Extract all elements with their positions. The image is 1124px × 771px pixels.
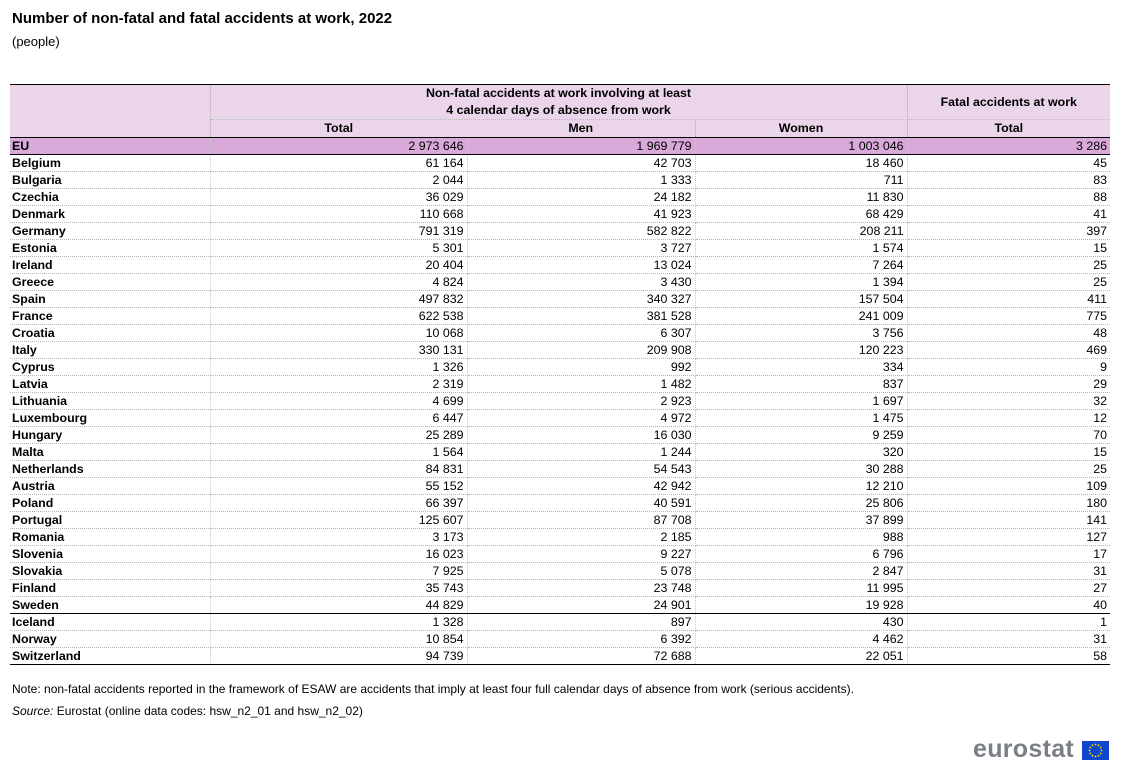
flag-star (1089, 747, 1091, 749)
nonfatal-group-line2: 4 calendar days of absence from work (446, 103, 671, 117)
cell-total: 10 068 (210, 325, 467, 342)
cell-men: 1 482 (467, 376, 695, 393)
cell-total: 110 668 (210, 206, 467, 223)
cell-total: 66 397 (210, 495, 467, 512)
source-line (12, 704, 363, 718)
cell-total: 94 739 (210, 648, 467, 665)
cell-fatal: 12 (907, 410, 1110, 427)
row-label: Germany (10, 223, 210, 240)
table-row (10, 206, 1110, 223)
accidents-table (10, 84, 1110, 665)
corner-cell (10, 85, 210, 120)
cell-total: 55 152 (210, 478, 467, 495)
col-header-total: Total (210, 120, 467, 138)
row-label: Switzerland (10, 648, 210, 665)
cell-total: 25 289 (210, 427, 467, 444)
cell-fatal: 83 (907, 172, 1110, 189)
cell-total: 4 699 (210, 393, 467, 410)
row-label: Slovenia (10, 546, 210, 563)
col-header-men: Men (467, 120, 695, 138)
cell-women: 334 (695, 359, 907, 376)
cell-men: 1 244 (467, 444, 695, 461)
cell-women: 3 756 (695, 325, 907, 342)
flag-star (1095, 744, 1097, 746)
cell-fatal: 397 (907, 223, 1110, 240)
cell-women: 837 (695, 376, 907, 393)
row-label: Estonia (10, 240, 210, 257)
cell-total: 5 301 (210, 240, 467, 257)
cell-total: 61 164 (210, 155, 467, 172)
cell-women: 6 796 (695, 546, 907, 563)
table-row (10, 155, 1110, 172)
table-row (10, 529, 1110, 546)
row-label: Iceland (10, 614, 210, 631)
cell-total: 7 925 (210, 563, 467, 580)
cell-women: 430 (695, 614, 907, 631)
row-label: Austria (10, 478, 210, 495)
table-row (10, 376, 1110, 393)
cell-men: 2 923 (467, 393, 695, 410)
cell-men: 54 543 (467, 461, 695, 478)
cell-fatal: 15 (907, 444, 1110, 461)
nonfatal-group-header (210, 85, 907, 120)
table-row (10, 444, 1110, 461)
table-row (10, 189, 1110, 206)
table-row (10, 325, 1110, 342)
col-header-women: Women (695, 120, 907, 138)
cell-women: 1 574 (695, 240, 907, 257)
cell-men: 2 185 (467, 529, 695, 546)
table-row (10, 342, 1110, 359)
cell-total: 10 854 (210, 631, 467, 648)
table-group-header-row (10, 85, 1110, 120)
cell-total: 35 743 (210, 580, 467, 597)
corner-cell-lower (10, 120, 210, 138)
cell-fatal: 411 (907, 291, 1110, 308)
row-label: Spain (10, 291, 210, 308)
flag-star (1100, 753, 1102, 755)
cell-fatal: 88 (907, 189, 1110, 206)
cell-total: 44 829 (210, 597, 467, 614)
cell-men: 381 528 (467, 308, 695, 325)
cell-total: 2 973 646 (210, 138, 467, 155)
row-label: Latvia (10, 376, 210, 393)
flag-star (1101, 750, 1103, 752)
row-label: Denmark (10, 206, 210, 223)
table-row (10, 495, 1110, 512)
cell-fatal: 775 (907, 308, 1110, 325)
cell-total: 791 319 (210, 223, 467, 240)
cell-women: 157 504 (695, 291, 907, 308)
cell-total: 4 824 (210, 274, 467, 291)
cell-total: 2 319 (210, 376, 467, 393)
table-row (10, 257, 1110, 274)
cell-men: 3 727 (467, 240, 695, 257)
row-label: Croatia (10, 325, 210, 342)
table-row (10, 563, 1110, 580)
cell-men: 582 822 (467, 223, 695, 240)
cell-women: 68 429 (695, 206, 907, 223)
cell-men: 13 024 (467, 257, 695, 274)
cell-women: 241 009 (695, 308, 907, 325)
table-row (10, 512, 1110, 529)
cell-total: 36 029 (210, 189, 467, 206)
cell-women: 12 210 (695, 478, 907, 495)
cell-fatal: 127 (907, 529, 1110, 546)
cell-women: 9 259 (695, 427, 907, 444)
cell-women: 18 460 (695, 155, 907, 172)
logo-wordmark: eurostat (973, 735, 1075, 763)
flag-star (1089, 750, 1091, 752)
row-label: Luxembourg (10, 410, 210, 427)
row-label: Ireland (10, 257, 210, 274)
row-label: Norway (10, 631, 210, 648)
row-label: Bulgaria (10, 172, 210, 189)
row-label: Portugal (10, 512, 210, 529)
cell-men: 16 030 (467, 427, 695, 444)
cell-men: 72 688 (467, 648, 695, 665)
table-row (10, 138, 1110, 155)
col-header-fatal-total: Total (907, 120, 1110, 138)
row-label: France (10, 308, 210, 325)
cell-total: 1 564 (210, 444, 467, 461)
nonfatal-group-line1: Non-fatal accidents at work involving at least (425, 86, 692, 100)
cell-men: 42 942 (467, 478, 695, 495)
cell-fatal: 31 (907, 563, 1110, 580)
cell-total: 497 832 (210, 291, 467, 308)
row-label: Greece (10, 274, 210, 291)
cell-total: 84 831 (210, 461, 467, 478)
cell-fatal: 58 (907, 648, 1110, 665)
cell-women: 1 475 (695, 410, 907, 427)
page-subtitle: (people) (12, 34, 60, 49)
cell-men: 6 307 (467, 325, 695, 342)
cell-fatal: 32 (907, 393, 1110, 410)
cell-fatal: 3 286 (907, 138, 1110, 155)
cell-women: 22 051 (695, 648, 907, 665)
cell-women: 19 928 (695, 597, 907, 614)
cell-women: 2 847 (695, 563, 907, 580)
cell-women: 1 003 046 (695, 138, 907, 155)
table-row (10, 410, 1110, 427)
cell-total: 1 326 (210, 359, 467, 376)
cell-men: 9 227 (467, 546, 695, 563)
table-row (10, 308, 1110, 325)
cell-women: 1 697 (695, 393, 907, 410)
cell-fatal: 25 (907, 274, 1110, 291)
cell-total: 3 173 (210, 529, 467, 546)
cell-fatal: 9 (907, 359, 1110, 376)
row-label: Netherlands (10, 461, 210, 478)
row-label: Italy (10, 342, 210, 359)
table-row (10, 359, 1110, 376)
cell-women: 120 223 (695, 342, 907, 359)
cell-fatal: 109 (907, 478, 1110, 495)
table-row (10, 274, 1110, 291)
cell-men: 1 969 779 (467, 138, 695, 155)
flag-star (1098, 755, 1100, 757)
cell-total: 622 538 (210, 308, 467, 325)
cell-fatal: 45 (907, 155, 1110, 172)
table-row (10, 291, 1110, 308)
table-row (10, 223, 1110, 240)
page-title: Number of non-fatal and fatal accidents at work, 2022 (12, 10, 393, 27)
cell-fatal: 29 (907, 376, 1110, 393)
footnote: Note: non-fatal accidents reported in the framework of ESAW are accidents that imply at least four full calendar days of absence from work (serious accidents). (12, 682, 854, 696)
row-label: Sweden (10, 597, 210, 614)
table-row (10, 172, 1110, 189)
flag-star (1098, 744, 1100, 746)
table-row (10, 614, 1110, 631)
cell-men: 209 908 (467, 342, 695, 359)
cell-women: 25 806 (695, 495, 907, 512)
cell-men: 23 748 (467, 580, 695, 597)
row-label: Cyprus (10, 359, 210, 376)
source-label: Source: (12, 704, 54, 718)
flag-star (1095, 756, 1097, 758)
eu-flag-icon (1082, 741, 1109, 760)
cell-women: 208 211 (695, 223, 907, 240)
cell-men: 897 (467, 614, 695, 631)
cell-men: 992 (467, 359, 695, 376)
row-label: Finland (10, 580, 210, 597)
cell-women: 320 (695, 444, 907, 461)
row-label: Poland (10, 495, 210, 512)
row-label: Czechia (10, 189, 210, 206)
table-row (10, 393, 1110, 410)
cell-fatal: 141 (907, 512, 1110, 529)
cell-total: 330 131 (210, 342, 467, 359)
cell-women: 7 264 (695, 257, 907, 274)
row-label: Lithuania (10, 393, 210, 410)
cell-fatal: 31 (907, 631, 1110, 648)
row-label: Slovakia (10, 563, 210, 580)
cell-fatal: 27 (907, 580, 1110, 597)
cell-women: 11 995 (695, 580, 907, 597)
cell-total: 20 404 (210, 257, 467, 274)
table-body (10, 138, 1110, 665)
table-row (10, 461, 1110, 478)
flag-star (1092, 755, 1094, 757)
table-row (10, 580, 1110, 597)
cell-fatal: 25 (907, 461, 1110, 478)
cell-fatal: 469 (907, 342, 1110, 359)
cell-total: 6 447 (210, 410, 467, 427)
table-row (10, 597, 1110, 614)
cell-women: 1 394 (695, 274, 907, 291)
cell-fatal: 17 (907, 546, 1110, 563)
cell-total: 1 328 (210, 614, 467, 631)
flag-star (1092, 744, 1094, 746)
cell-women: 30 288 (695, 461, 907, 478)
cell-fatal: 25 (907, 257, 1110, 274)
table-row (10, 240, 1110, 257)
row-label: EU (10, 138, 210, 155)
cell-fatal: 40 (907, 597, 1110, 614)
source-text: Eurostat (online data codes: hsw_n2_01 and hsw_n2_02) (53, 704, 363, 718)
row-label: Romania (10, 529, 210, 546)
cell-men: 5 078 (467, 563, 695, 580)
row-label: Belgium (10, 155, 210, 172)
cell-women: 37 899 (695, 512, 907, 529)
table-row (10, 427, 1110, 444)
table-row (10, 546, 1110, 563)
cell-men: 6 392 (467, 631, 695, 648)
cell-total: 16 023 (210, 546, 467, 563)
cell-fatal: 41 (907, 206, 1110, 223)
cell-women: 4 462 (695, 631, 907, 648)
cell-fatal: 15 (907, 240, 1110, 257)
table-row (10, 478, 1110, 495)
flag-star (1100, 747, 1102, 749)
row-label: Hungary (10, 427, 210, 444)
cell-men: 24 182 (467, 189, 695, 206)
cell-total: 125 607 (210, 512, 467, 529)
table-column-header-row (10, 120, 1110, 138)
cell-women: 11 830 (695, 189, 907, 206)
cell-men: 40 591 (467, 495, 695, 512)
cell-total: 2 044 (210, 172, 467, 189)
table-row (10, 631, 1110, 648)
row-label: Malta (10, 444, 210, 461)
fatal-group-header: Fatal accidents at work (907, 85, 1110, 120)
cell-women: 988 (695, 529, 907, 546)
cell-women: 711 (695, 172, 907, 189)
cell-men: 24 901 (467, 597, 695, 614)
cell-men: 3 430 (467, 274, 695, 291)
cell-fatal: 1 (907, 614, 1110, 631)
cell-men: 42 703 (467, 155, 695, 172)
flag-star (1089, 753, 1091, 755)
cell-fatal: 70 (907, 427, 1110, 444)
cell-men: 87 708 (467, 512, 695, 529)
cell-men: 41 923 (467, 206, 695, 223)
cell-fatal: 48 (907, 325, 1110, 342)
cell-fatal: 180 (907, 495, 1110, 512)
cell-men: 340 327 (467, 291, 695, 308)
cell-men: 1 333 (467, 172, 695, 189)
table-row (10, 648, 1110, 665)
cell-men: 4 972 (467, 410, 695, 427)
